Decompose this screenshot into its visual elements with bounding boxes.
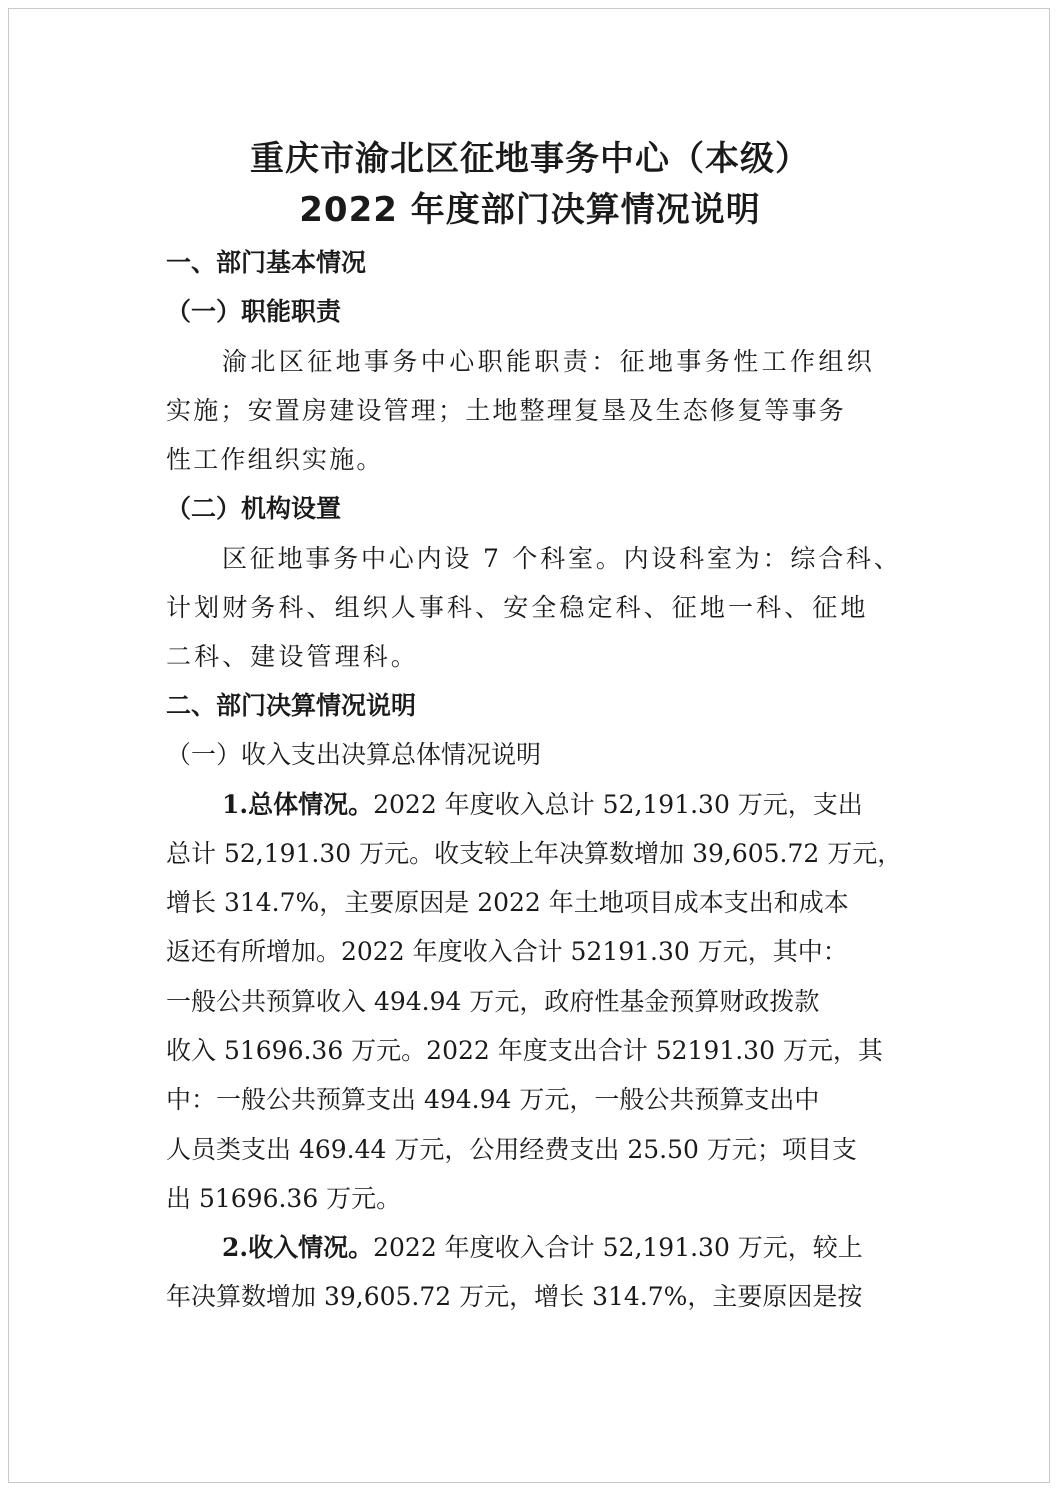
paragraph-line: 性工作组织实施。 — [166, 445, 384, 474]
paragraph-line — [222, 1231, 863, 1265]
paragraph-lead: 2.收入情况。 — [222, 1233, 374, 1262]
paragraph-line: 总计 52,191.30 万元。收支较上年决算数增加 39,605.72 万元， — [166, 839, 903, 868]
paragraph-text: 2022 年度收入合计 52,191.30 万元，较上 — [373, 1233, 863, 1262]
document-title-line2: 2022 年度部门决算情况说明 — [299, 190, 761, 230]
paragraph-line: 计划财务科、组织人事科、安全稳定科、征地一科、征地 — [166, 593, 869, 622]
paragraph-line: 渝北区征地事务中心职能职责：征地事务性工作组织 — [222, 347, 876, 376]
paragraph-line: 区征地事务中心内设 7 个科室。内设科室为：综合科、 — [222, 544, 902, 573]
document-title-line1: 重庆市渝北区征地事务中心（本级） — [250, 139, 810, 179]
paragraph-line: 年决算数增加 39,605.72 万元，增长 314.7%，主要原因是按 — [166, 1282, 863, 1311]
paragraph-line — [222, 788, 863, 822]
paragraph-line: 增长 314.7%，主要原因是 2022 年土地项目成本支出和成本 — [166, 888, 849, 917]
section2-sub1-heading: （一）收入支出决算总体情况说明 — [166, 740, 542, 769]
paragraph-line: 一般公共预算收入 494.94 万元，政府性基金预算财政拨款 — [166, 987, 820, 1016]
paragraph-line: 人员类支出 469.44 万元，公用经费支出 25.50 万元；项目支 — [166, 1135, 857, 1164]
section1-sub1-heading: （一）职能职责 — [166, 297, 342, 326]
paragraph-line: 二科、建设管理科。 — [166, 642, 419, 671]
paragraph-line: 中：一般公共预算支出 494.94 万元，一般公共预算支出中 — [166, 1085, 820, 1114]
paragraph-text: 2022 年度收入总计 52,191.30 万元，支出 — [373, 790, 863, 819]
section1-sub2-heading: （二）机构设置 — [166, 494, 342, 523]
section1-heading: 一、部门基本情况 — [166, 248, 367, 277]
paragraph-line: 返还有所增加。2022 年度收入合计 52191.30 万元，其中： — [166, 937, 848, 966]
paragraph-line: 出 51696.36 万元。 — [166, 1184, 402, 1213]
section2-heading: 二、部门决算情况说明 — [166, 691, 417, 720]
paragraph-lead: 1.总体情况。 — [222, 790, 374, 819]
paragraph-line: 收入 51696.36 万元。2022 年度支出合计 52191.30 万元，其 — [166, 1036, 883, 1065]
paragraph-line: 实施；安置房建设管理；土地整理复垦及生态修复等事务 — [166, 396, 847, 425]
